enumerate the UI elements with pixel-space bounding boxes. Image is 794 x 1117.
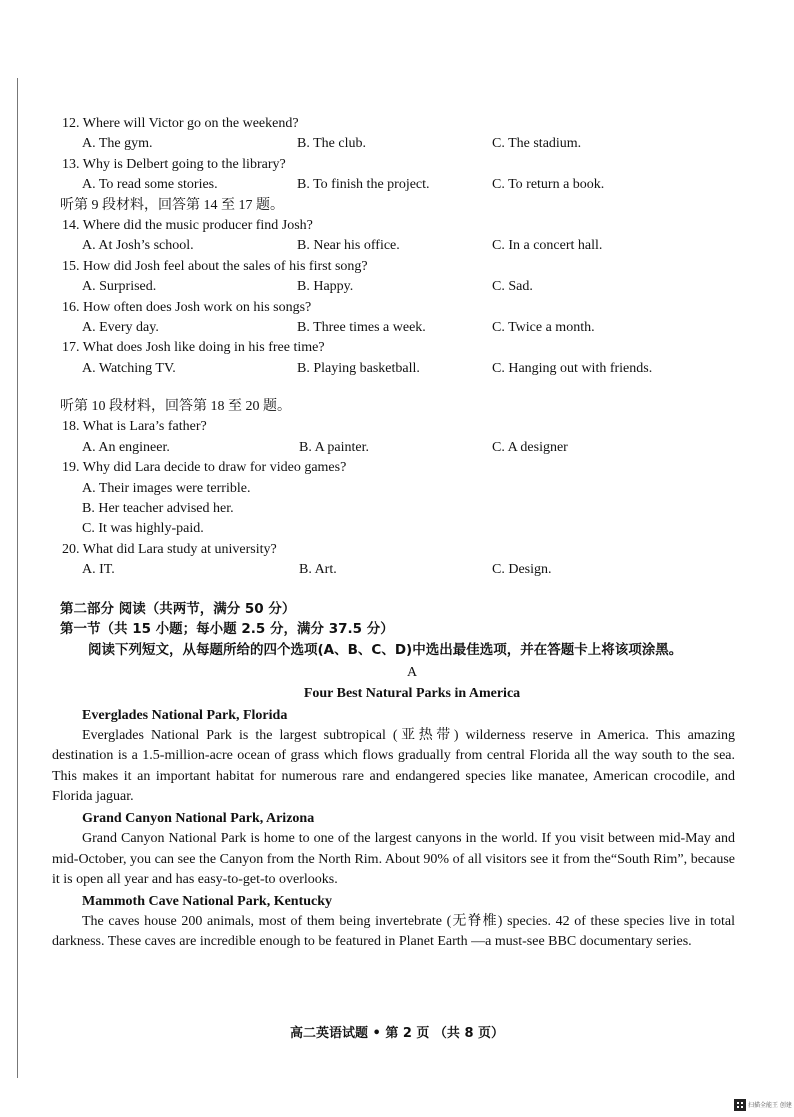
option-b: B. Playing basketball.: [297, 360, 420, 376]
question-16-stem: 16. How often does Josh work on his songs?: [62, 299, 312, 315]
option-a: A. Surprised.: [82, 279, 157, 295]
option-a: A. Their images were terrible.: [82, 480, 251, 496]
park-heading-mammoth-cave: Mammoth Cave National Park, Kentucky: [82, 893, 333, 909]
question-18-options: [62, 438, 762, 458]
option-a: A. To read some stories.: [82, 177, 218, 193]
option-b: B. To finish the project.: [297, 177, 430, 193]
option-c: C. Design.: [492, 562, 552, 578]
part-two-heading: 第二部分 阅读（共两节，满分 50 分）: [60, 600, 296, 617]
option-c: C. Twice a month.: [492, 319, 595, 335]
option-b: B. A painter.: [299, 439, 369, 455]
question-13-options: [62, 175, 762, 195]
question-17-options: [62, 359, 762, 379]
passage-title: Four Best Natural Parks in America: [303, 685, 521, 701]
option-b: B. Three times a week.: [297, 319, 426, 335]
option-c: C. A designer: [492, 439, 568, 455]
section-one-heading: 第一节（共 15 小题；每小题 2.5 分，满分 37.5 分）: [60, 620, 394, 637]
option-b: B. Art.: [299, 562, 337, 578]
option-a: A. At Josh’s school.: [82, 238, 194, 254]
passage-label: A: [406, 664, 418, 680]
exam-content: [52, 114, 762, 953]
question-12-options: [62, 134, 762, 154]
option-a: A. An engineer.: [82, 439, 170, 455]
park-heading-everglades: Everglades National Park, Florida: [82, 707, 288, 723]
scanner-watermark: 扫描全能王 创建: [748, 1102, 792, 1109]
question-20-stem: 20. What did Lara study at university?: [62, 541, 277, 557]
question-19-stem: 19. Why did Lara decide to draw for video games?: [62, 460, 347, 476]
question-17-stem: 17. What does Josh like doing in his free time?: [62, 340, 325, 356]
park-paragraph-everglades: Everglades National Park is the largest subtropical (亚热带) wilderness reserve in America. This amazing destination is a 1.5-million-acre ocean of grass which flows gradually from central Florida all the way south to the sea. This makes it an important habitat for numerous rare and endangered species like manatee, American crocodile, and Florida jaguar.: [52, 727, 735, 805]
option-b: B. Happy.: [297, 279, 354, 295]
question-16-options: [62, 318, 762, 338]
option-c: C. In a concert hall.: [492, 238, 603, 254]
option-b: B. The club.: [297, 136, 366, 152]
question-13-stem: 13. Why is Delbert going to the library?: [62, 156, 286, 172]
park-heading-grand-canyon: Grand Canyon National Park, Arizona: [82, 810, 315, 826]
question-12-stem: 12. Where will Victor go on the weekend?: [62, 116, 299, 131]
qr-code-icon: [734, 1099, 746, 1111]
section-10-heading: 听第 10 段材料，回答第 18 至 20 题。: [60, 399, 291, 415]
option-c: C. It was highly-paid.: [82, 521, 204, 537]
option-a: A. The gym.: [82, 136, 153, 152]
option-a: A. Watching TV.: [82, 360, 176, 376]
option-b: B. Near his office.: [297, 238, 400, 254]
option-c: C. Hanging out with friends.: [492, 360, 653, 376]
option-c: C. Sad.: [492, 279, 533, 295]
page-footer: 高二英语试题 • 第 2 页 （共 8 页）: [289, 1026, 505, 1041]
question-15-options: [62, 277, 762, 297]
question-14-options: [62, 236, 762, 256]
section-9-heading: 听第 9 段材料，回答第 14 至 17 题。: [60, 197, 284, 213]
option-c: C. The stadium.: [492, 136, 582, 152]
binding-margin-line: [17, 78, 18, 1078]
option-c: C. To return a book.: [492, 177, 605, 193]
option-a: A. IT.: [82, 562, 115, 578]
option-a: A. Every day.: [82, 319, 159, 335]
park-paragraph-grand-canyon: Grand Canyon National Park is home to one of the largest canyons in the world. If you visit between mid-May and mid-October, you can see the Canyon from the North Rim. About 90% of all visitors see it from the“South Rim”, because it is open all year and has easy-to-get-to overlooks.: [52, 830, 735, 888]
question-14-stem: 14. Where did the music producer find Josh?: [62, 217, 313, 233]
question-15-stem: 15. How did Josh feel about the sales of his first song?: [62, 258, 368, 274]
option-b: B. Her teacher advised her.: [82, 501, 234, 517]
question-20-options: [62, 560, 762, 580]
reading-instruction: 阅读下列短文，从每题所给的四个选项(A、B、C、D)中选出最佳选项，并在答题卡上将该项涂黑。: [88, 641, 683, 658]
park-paragraph-mammoth-cave: The caves house 200 animals, most of them being invertebrate (无脊椎) species. 42 of these species live in total darkness. These caves are incredible enough to be featured in Planet Earth —a must-see BBC documentary series.: [52, 913, 735, 950]
question-18-stem: 18. What is Lara’s father?: [62, 419, 207, 435]
